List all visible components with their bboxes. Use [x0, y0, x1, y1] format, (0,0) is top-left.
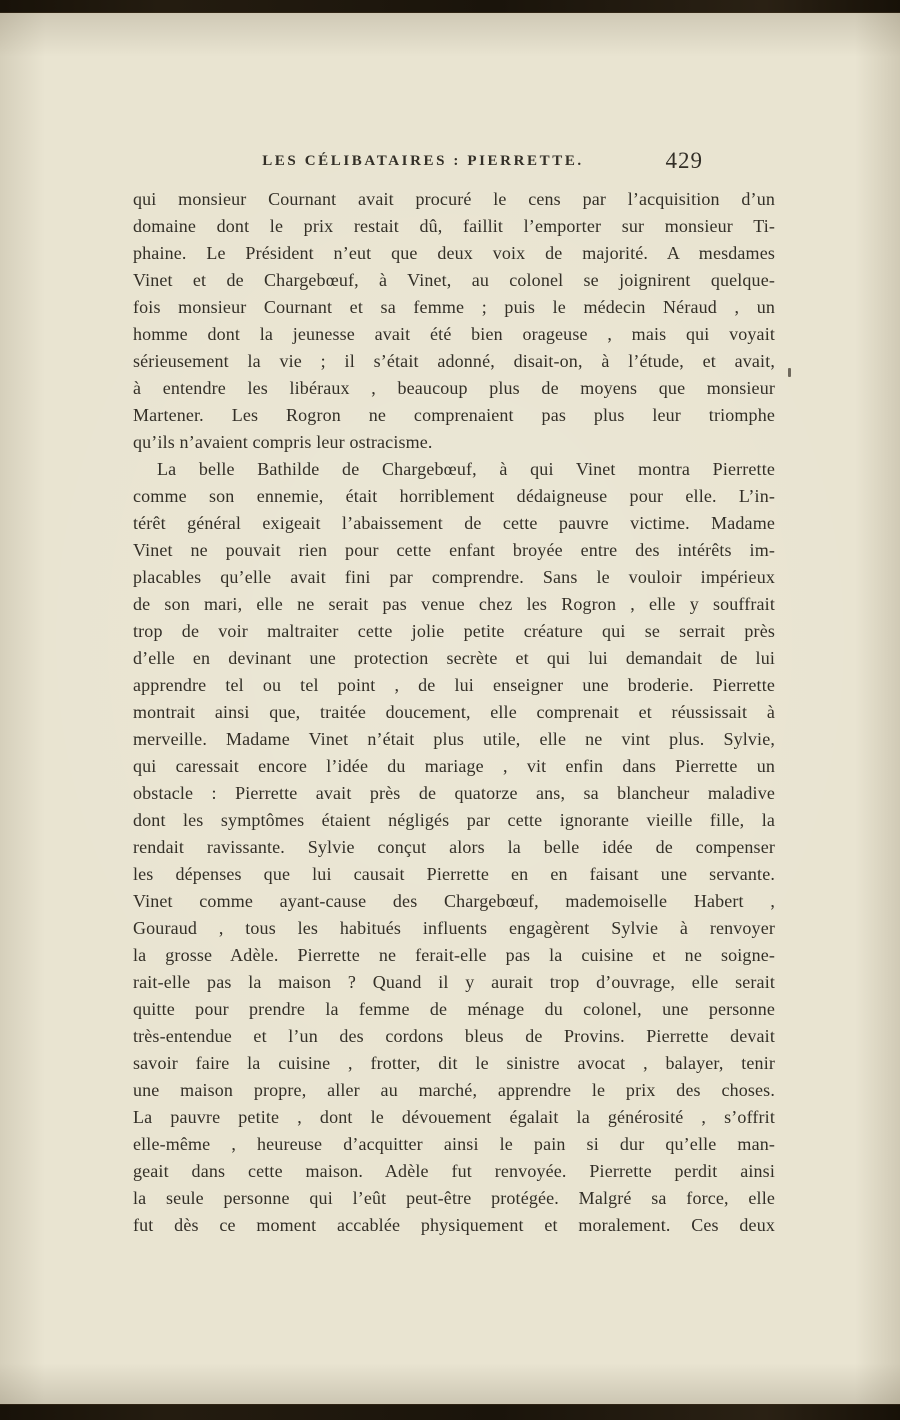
text-line: montrait ainsi que, traitée doucement, elle comprenait et réussissait à	[133, 702, 775, 722]
text-line: Vinet ne pouvait rien pour cette enfant broyée entre des intérêts im-	[133, 540, 775, 560]
text-line: térêt général exigeait l’abaissement de cette pauvre victime. Madame	[133, 513, 775, 533]
text-line: obstacle : Pierrette avait près de quatorze ans, sa blancheur maladive	[133, 783, 775, 803]
text-line: qui monsieur Cournant avait procuré le cens par l’acquisition d’un	[133, 189, 775, 209]
text-line: la seule personne qui l’eût peut-être protégée. Malgré sa force, elle	[133, 1188, 775, 1208]
text-line: geait dans cette maison. Adèle fut renvoyée. Pierrette perdit ainsi	[133, 1161, 775, 1181]
text-line: dont les symptômes étaient négligés par cette ignorante vieille fille, la	[133, 810, 775, 830]
text-line: la grosse Adèle. Pierrette ne ferait-elle pas la cuisine et ne soigne-	[133, 945, 775, 965]
text-line: une maison propre, aller au marché, apprendre le prix des choses.	[133, 1080, 775, 1100]
text-line: comme son ennemie, était horriblement dédaigneuse pour elle. L’in-	[133, 486, 775, 506]
text-line: savoir faire la cuisine , frotter, dit le sinistre avocat , balayer, tenir	[133, 1053, 775, 1073]
text-line: qui caressait encore l’idée du mariage , vit enfin dans Pierrette un	[133, 756, 775, 776]
text-line: apprendre tel ou tel point , de lui enseigner une broderie. Pierrette	[133, 675, 775, 695]
text-line: Martener. Les Rogron ne comprenaient pas plus leur triomphe	[133, 405, 775, 425]
text-line: sérieusement la vie ; il s’était adonné, disait-on, à l’étude, et avait,	[133, 351, 775, 371]
text-line: très-entendue et l’un des cordons bleus de Provins. Pierrette devait	[133, 1026, 775, 1046]
text-line: phaine. Le Président n’eut que deux voix de majorité. A mesdames	[133, 243, 775, 263]
text-line: rait-elle pas la maison ? Quand il y aurait trop d’ouvrage, elle serait	[133, 972, 775, 992]
scan-edge-top	[0, 0, 900, 13]
page-header	[133, 148, 773, 178]
page-number: 429	[665, 148, 703, 173]
text-line: homme dont la jeunesse avait été bien orageuse , mais qui voyait	[133, 324, 775, 344]
scan-edge-bottom	[0, 1404, 900, 1420]
text-line: Vinet et de Chargebœuf, à Vinet, au colonel se joignirent quelque-	[133, 270, 775, 290]
text-line: quitte pour prendre la femme de ménage du colonel, une personne	[133, 999, 775, 1019]
text-line: domaine dont le prix restait dû, faillit l’emporter sur monsieur Ti-	[133, 216, 775, 236]
text-line: Vinet comme ayant-cause des Chargebœuf, mademoiselle Habert ,	[133, 891, 775, 911]
scan-artifact	[788, 368, 791, 377]
text-line: placables qu’elle avait fini par comprendre. Sans le vouloir impérieux	[133, 567, 775, 587]
text-line: elle-même , heureuse d’acquitter ainsi le pain si dur qu’elle man-	[133, 1134, 775, 1154]
running-title: LES CÉLIBATAIRES : PIERRETTE.	[262, 153, 584, 169]
text-line: rendait ravissante. Sylvie conçut alors la belle idée de compenser	[133, 837, 775, 857]
text-line: Gouraud , tous les habitués influents engagèrent Sylvie à renvoyer	[133, 918, 775, 938]
text-line: les dépenses que lui causait Pierrette en en faisant une servante.	[133, 864, 775, 884]
text-line: de son mari, elle ne serait pas venue chez les Rogron , elle y souffrait	[133, 594, 775, 614]
text-line: trop de voir maltraiter cette jolie petite créature qui se serrait près	[133, 621, 775, 641]
text-line: La pauvre petite , dont le dévouement égalait la générosité , s’offrit	[133, 1107, 775, 1127]
text-line: à entendre les libéraux , beaucoup plus de moyens que monsieur	[133, 378, 775, 398]
text-line: fois monsieur Cournant et sa femme ; puis le médecin Néraud , un	[133, 297, 775, 317]
body-text	[133, 186, 775, 1239]
paragraph	[133, 186, 775, 456]
text-line: qu’ils n’avaient compris leur ostracisme.	[133, 432, 433, 452]
text-line: d’elle en devinant une protection secrète et qui lui demandait de lui	[133, 648, 775, 668]
text-line: merveille. Madame Vinet n’était plus utile, elle ne vint plus. Sylvie,	[133, 729, 775, 749]
text-line: fut dès ce moment accablée physiquement et moralement. Ces deux	[133, 1215, 775, 1235]
paragraph	[133, 456, 775, 1239]
text-line: La belle Bathilde de Chargebœuf, à qui Vinet montra Pierrette	[157, 459, 775, 479]
